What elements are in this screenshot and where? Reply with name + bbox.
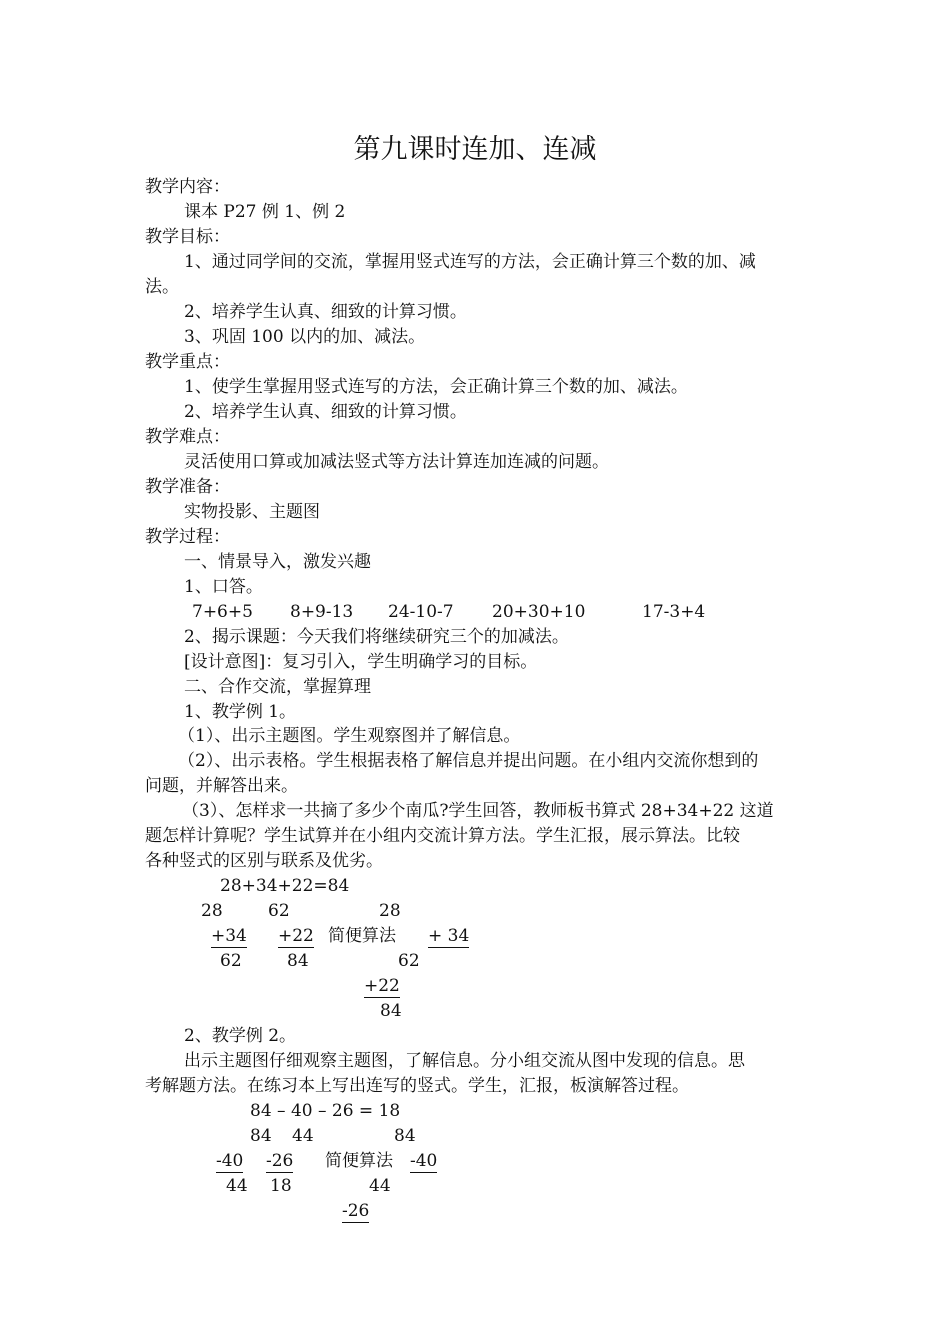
- calc2-num: 44: [226, 1176, 248, 1196]
- calc1-num: 84: [287, 951, 309, 971]
- calc1-num: 62: [268, 901, 290, 921]
- calc1-num: 62: [220, 951, 242, 971]
- text-process-9-cont: 题怎样计算呢？学生试算并在小组内交流计算方法。学生汇报，展示算法。比较: [145, 826, 740, 846]
- calc2-label: 简便算法: [325, 1151, 393, 1171]
- calc1-num: 28: [201, 901, 223, 921]
- text-process-7: （1）、出示主题图。学生观察图并了解信息。: [178, 726, 521, 746]
- calc2-num: 18: [270, 1176, 292, 1196]
- heading-prep: 教学准备：: [145, 477, 230, 497]
- calc1-num: [364, 974, 400, 999]
- heading-goal: 教学目标：: [145, 227, 230, 247]
- calc2-num: 44: [369, 1176, 391, 1196]
- text-goal-3: 3、巩固 100 以内的加、减法。: [184, 327, 426, 347]
- calc2-subtrahend: -26: [266, 1151, 294, 1171]
- text-goal-1: 1、通过同学间的交流，掌握用竖式连写的方法，会正确计算三个数的加、减: [184, 252, 756, 272]
- text-content: 课本 P27 例 1、例 2: [184, 202, 346, 222]
- text-prep: 实物投影、主题图: [184, 502, 320, 522]
- text-process-8: （2）、出示表格。学生根据表格了解信息并提出问题。在小组内交流你想到的: [178, 751, 759, 771]
- calc1-num: [428, 924, 469, 949]
- heading-difficulty: 教学难点：: [145, 427, 230, 447]
- calc2-num: [266, 1149, 293, 1174]
- calc1-num: [278, 924, 314, 949]
- calc1-addend: +34: [211, 926, 247, 946]
- heading-process: 教学过程：: [145, 527, 230, 547]
- calc1-num: 28: [379, 901, 401, 921]
- text-process-4: [设计意图]：复习引入，学生明确学习的目标。: [184, 652, 538, 672]
- text-process-2: 1、口答。: [184, 577, 263, 597]
- oral-item: 8+9-13: [290, 602, 354, 622]
- calc1-addend: +22: [278, 926, 314, 946]
- oral-item: 24-10-7: [388, 602, 454, 622]
- heading-example-2: 2、教学例 2。: [184, 1026, 297, 1046]
- text-example-2: 出示主题图仔细观察主题图，了解信息。分小组交流从图中发现的信息。思: [184, 1051, 745, 1071]
- oral-item: 20+30+10: [492, 602, 586, 622]
- calc1-addend: +22: [364, 976, 400, 996]
- calc2-num: [342, 1199, 369, 1224]
- calc1-num: [211, 924, 247, 949]
- text-process-6: 1、教学例 1。: [184, 702, 297, 722]
- text-process-9: （3）、怎样求一共摘了多少个南瓜?学生回答，教师板书算式 28+34+22 这道: [182, 801, 774, 821]
- text-process-3: 2、揭示课题：今天我们将继续研究三个的加减法。: [184, 627, 569, 647]
- calc2-num: [410, 1149, 437, 1174]
- calc1-addend: + 34: [428, 926, 470, 946]
- heading-key: 教学重点：: [145, 352, 230, 372]
- calc2-subtrahend: -40: [216, 1151, 244, 1171]
- oral-item: 17-3+4: [642, 602, 706, 622]
- calc2-num: 84: [250, 1126, 272, 1146]
- text-process-9-cont2: 各种竖式的区别与联系及优劣。: [145, 851, 383, 871]
- text-key-1: 1、使学生掌握用竖式连写的方法，会正确计算三个数的加、减法。: [184, 377, 688, 397]
- text-process-5: 二、合作交流，掌握算理: [184, 677, 371, 697]
- text-goal-1-cont: 法。: [145, 277, 179, 297]
- calc1-equation: 28+34+22=84: [220, 876, 350, 896]
- text-key-2: 2、培养学生认真、细致的计算习惯。: [184, 402, 467, 422]
- calc1-num: 62: [398, 951, 420, 971]
- heading-content: 教学内容：: [145, 177, 230, 197]
- calc2-subtrahend: -40: [410, 1151, 438, 1171]
- calc2-num: 84: [394, 1126, 416, 1146]
- calc2-num: 44: [292, 1126, 314, 1146]
- oral-item: 7+6+5: [192, 602, 253, 622]
- text-process-1: 一、情景导入，激发兴趣: [184, 552, 371, 572]
- text-example-2-cont: 考解题方法。在练习本上写出连写的竖式。学生，汇报，板演解答过程。: [145, 1076, 689, 1096]
- calc1-num: 84: [380, 1001, 402, 1021]
- page-title: 第九课时连加、连减: [353, 134, 597, 165]
- calc2-num: [216, 1149, 243, 1174]
- text-difficulty: 灵活使用口算或加减法竖式等方法计算连加连减的问题。: [184, 452, 609, 472]
- calc2-subtrahend: -26: [342, 1201, 370, 1221]
- calc1-label: 简便算法: [328, 926, 396, 946]
- text-process-8-cont: 问题，并解答出来。: [145, 776, 298, 796]
- calc2-equation: 84 – 40 – 26 = 18: [250, 1101, 401, 1121]
- text-goal-2: 2、培养学生认真、细致的计算习惯。: [184, 302, 467, 322]
